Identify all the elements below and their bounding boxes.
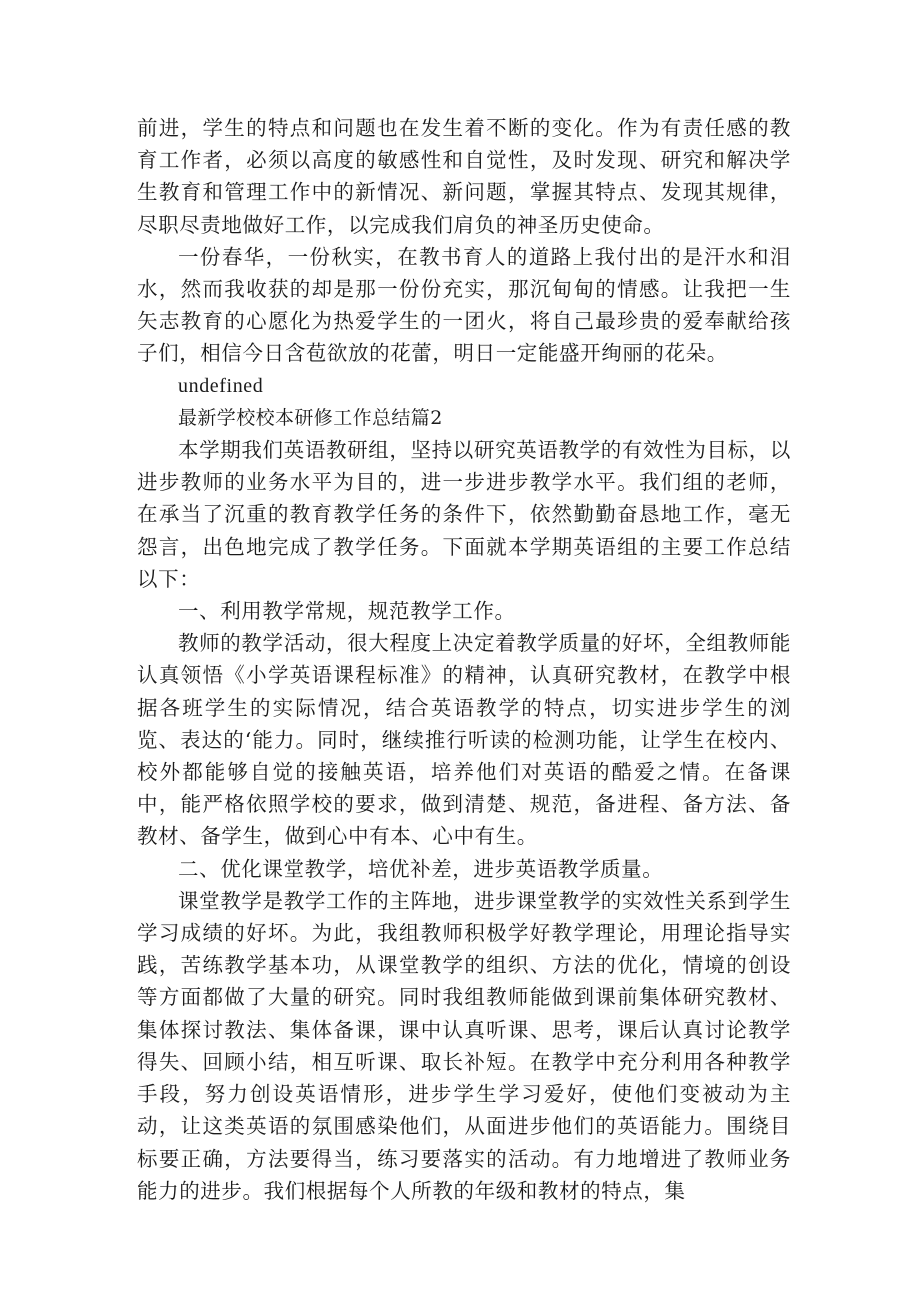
paragraph-teaching-routine: 教师的教学活动，很大程度上决定着教学质量的好坏，全组教师能认真领悟《小学英语课程标准》的精神，认真研究教材，在教学中根据各班学生的实际情况，结合英语教学的特点，切实进步学生的浏览、表达的‘能力。同时，继续推行听读的检测功能，让学生在校内、校外都能够自觉的接触英语，培养他们对英语的酷爱之情。在备课中，能严格依照学校的要求，做到清楚、规范，备进程、备方法、备教材、备学生，做到心中有本、心中有生。 xyxy=(137,631,791,849)
document-page xyxy=(137,112,791,1207)
section-title: 最新学校校本研修工作总结篇2 xyxy=(178,406,443,429)
paragraph-reflection: 一份春华，一份秋实，在教书育人的道路上我付出的是汗水和泪水，然而我收获的却是那一份份充实，那沉甸甸的情感。让我把一生矢志教育的心愿化为热爱学生的一团火，将自己最珍贵的爱奉献给孩子们，相信今日含苞欲放的花蕾，明日一定能盛开绚丽的花朵。 xyxy=(137,244,791,366)
paragraph-classroom-teaching: 课堂教学是教学工作的主阵地，进步课堂教学的实效性关系到学生学习成绩的好坏。为此，我组教师积极学好教学理论，用理论指导实践，苦练教学基本功，从课堂教学的组织、方法的优化，情境的创设等方面都做了大量的研究。同时我组教师能做到课前集体研究教材、集体探讨教法、集体备课，课中认真听课、思考，课后认真讨论教学得失、回顾小结，相互听课、取长补短。在教学中充分利用各种教学手段，努力创设英语情形，进步学生学习爱好，使他们变被动为主动，让这类英语的氛围感染他们，从面进步他们的英语能力。围绕目标要正确，方法要得当，练习要落实的活动。有力地增进了教师业务能力的进步。我们根据每个人所教的年级和教材的特点，集 xyxy=(137,888,791,1203)
subheading-two: 二、优化课堂教学，培优补差，进步英语教学质量。 xyxy=(178,856,664,881)
paragraph-intro: 本学期我们英语教研组，坚持以研究英语教学的有效性为目标，以进步教师的业务水平为目的，进一步进步教学水平。我们组的老师，在承当了沉重的教育教学任务的条件下，依然勤勤奋恳地工作，毫无怨言，出色地完成了教学任务。下面就本学期英语组的主要工作总结以下： xyxy=(137,438,791,591)
undefined-text: undefined xyxy=(178,374,264,397)
paragraph-continuation: 前进，学生的特点和问题也在发生着不断的变化。作为有责任感的教育工作者，必须以高度的敏感性和自觉性，及时发现、研究和解决学生教育和管理工作中的新情况、新问题，掌握其特点、发现其规律，尽职尽责地做好工作，以完成我们肩负的神圣历史使命。 xyxy=(137,116,791,237)
subheading-one: 一、利用教学常规，规范教学工作。 xyxy=(178,599,516,624)
